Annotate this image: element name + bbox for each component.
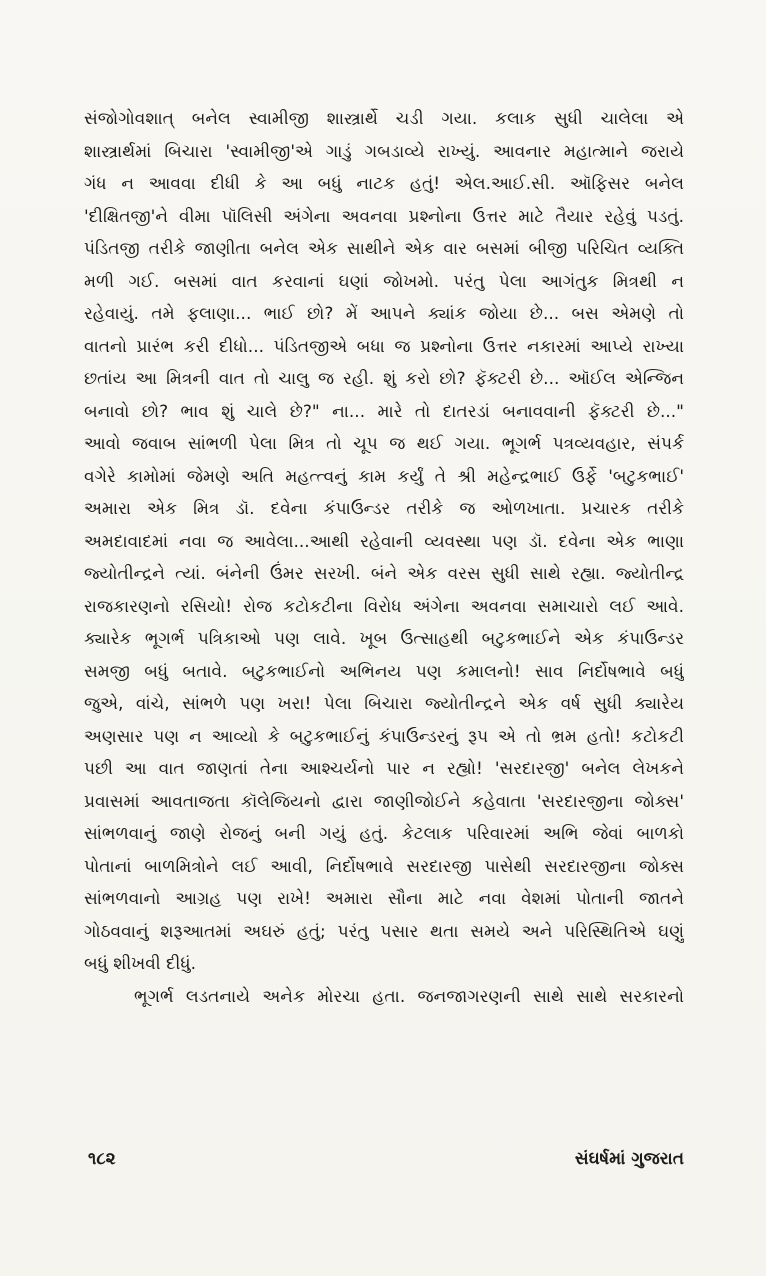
text-line: 'દીક્ષિતજી'ને વીમા પૉલિસી અંગેના અવનવા પ્રશ્નોના ઉત્તર માટે તૈયાર રહેવું પડતું.	[84, 206, 684, 227]
text-line: પોતાનાં બાળમિત્રોને લઈ આવી, નિર્દોષભાવે સરદારજી પાસેથી સરદારજીના જોક્સ	[84, 856, 684, 877]
text-line: જ્યોતીન્દ્રને ત્યાં. બંનેની ઉંમર સરખી. બંને એક વરસ સુધી સાથે રહ્યા. જ્યોતીન્દ્ર	[84, 564, 684, 584]
text-line: અમારા એક મિત્ર ડૉ. દવેના કંપાઉન્ડર તરીકે જ ઓળખાતા. પ્રચારક તરીકે	[84, 499, 684, 519]
text-line: અમદાવાદમાં નવા જ આવેલા...આથી રહેવાની વ્યવસ્થા પણ ડૉ. દવેના એક ભાણા	[84, 531, 684, 552]
text-line: સંજોગોવશાત્ બનેલ સ્વામીજી શાસ્ત્રાર્થે ચડી ગયા. કલાક સુધી ચાલેલા એ	[84, 109, 684, 129]
text-line: ભૂગર્ભ લડતનાયે અનેક મોરચા હતા. જનજાગરણની સાથે સાથે સરકારનો	[134, 986, 684, 1007]
text-line: ગંધ ન આવવા દીધી કે આ બધું નાટક હતું! એલ.આઈ.સી. ઑફિસર બનેલ	[84, 174, 684, 194]
text-line: સાંભળવાનો આગ્રહ પણ રાખે! અમારા સૌના માટે નવા વેશમાં પોતાની જાતને	[84, 889, 684, 909]
text-line: અણસાર પણ ન આવ્યો કે બટુકભાઈનું કંપાઉન્ડરનું રૂપ એ તો ભ્રમ હતો! કટોકટી	[84, 726, 684, 747]
body-text	[84, 103, 684, 1013]
text-line: પછી આ વાત જાણતાં તેના આશ્ચર્યનો પાર ન રહ્યો! 'સરદારજી' બનેલ લેખકને	[84, 759, 684, 779]
text-line: જુએ, વાંચે, સાંભળે પણ ખરા! પેલા બિચારા જ્યોતીન્દ્રને એક વર્ષ સુધી ક્યારેય	[84, 694, 684, 714]
text-line: સાંભળવાનું જાણે રોજનું બની ગયું હતું. કેટલાક પરિવારમાં અભિ જેવાં બાળકો	[84, 824, 684, 844]
text-line: વાતનો પ્રારંભ કરી દીધો... પંડિતજીએ બધા જ પ્રશ્નોના ઉત્તર નકારમાં આપ્યે રાખ્યા	[84, 336, 684, 357]
text-line: પ્રવાસમાં આવતાજતા કૉલેજિયનો દ્વારા જાણીજોઈને કહેવાતા 'સરદારજીના જોક્સ'	[84, 791, 684, 812]
text-line: ક્યારેક ભૂગર્ભ પત્રિકાઓ પણ લાવે. ખૂબ ઉત્સાહથી બટુકભાઈને એક કંપાઉન્ડર	[84, 629, 684, 649]
text-line: સમજી બધું બતાવે. બટુકભાઈનો અભિનય પણ કમાલનો! સાવ નિર્દોષભાવે બધું	[84, 661, 684, 682]
text-line: પંડિતજી તરીકે જાણીતા બનેલ એક સાથીને એક વાર બસમાં બીજી પરિચિત વ્યક્તિ	[84, 239, 684, 259]
text-line: આવો જવાબ સાંભળી પેલા મિત્ર તો ચૂપ જ થઈ ગયા. ભૂગર્ભ પત્રવ્યવહાર, સંપર્ક	[84, 434, 684, 454]
text-line: બધું શીખવી દીધું.	[84, 954, 197, 974]
text-line: મળી ગઈ. બસમાં વાત કરવાનાં ઘણાં જોખમો. પરંતુ પેલા આગંતુક મિત્રથી ન	[84, 271, 684, 292]
text-line: વગેરે કામોમાં જેમણે અતિ મહત્ત્વનું કામ કર્યું તે શ્રી મહેન્દ્રભાઈ ઉર્ફે 'બટુકભાઈ'	[84, 466, 684, 487]
text-line: છતાંય આ મિત્રની વાત તો ચાલુ જ રહી. શું કરો છો? ફૅક્ટરી છે... ઑઈલ એન્જિન	[84, 369, 684, 389]
text-line: રહેવાયું. તમે ફલાણા... ભાઈ છો? મેં આપને ક્યાંક જોયા છે... બસ એમણે તો	[84, 304, 684, 324]
text-line: ગોઠવવાનું શરૂઆતમાં અઘરું હતું; પરંતુ પસાર થતા સમયે અને પરિસ્થિતિએ ઘણું	[84, 921, 684, 942]
text-line: બનાવો છો? ભાવ શું ચાલે છે?" ના... મારે તો દાતરડાં બનાવવાની ફૅક્ટરી છે..."	[84, 401, 684, 422]
text-line: શાસ્ત્રાર્થમાં બિચારા 'સ્વામીજી'એ ગાડું ગબડાવ્યે રાખ્યું. આવનાર મહાત્માને જરાયે	[84, 141, 684, 162]
page-number: ૧૮૨	[88, 1149, 116, 1169]
running-footer-title: સંઘર્ષમાં ગુજરાત	[574, 1149, 684, 1169]
text-line: રાજકારણનો રસિયો! રોજ કટોકટીના વિરોધ અંગેના અવનવા સમાચારો લઈ આવે.	[84, 596, 684, 617]
